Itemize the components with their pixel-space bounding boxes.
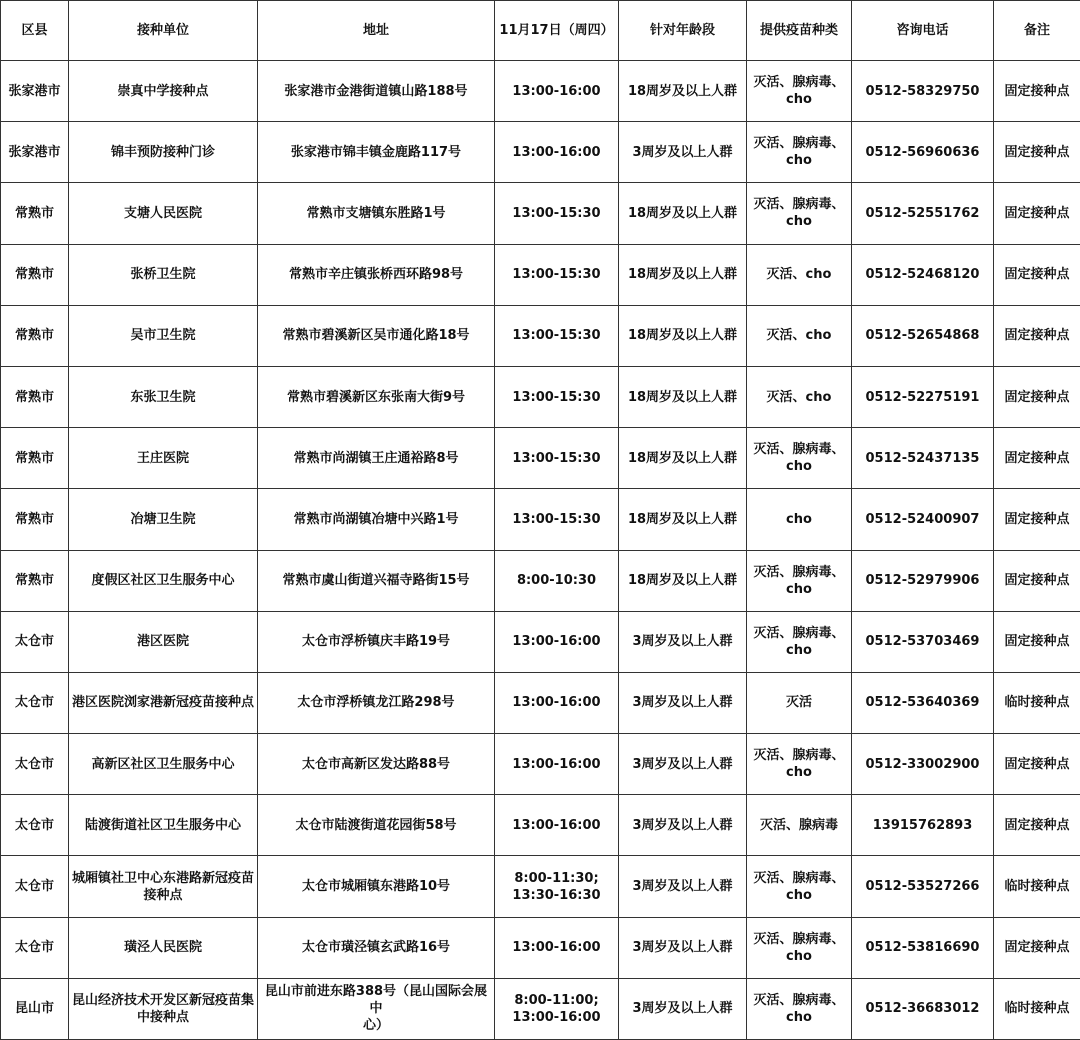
header-vaccine-types: 提供疫苗种类	[747, 1, 852, 61]
phone-cell: 0512-58329750	[852, 61, 994, 122]
header-date-hours: 11月17日（周四）	[495, 1, 619, 61]
address-cell: 太仓市高新区发达路88号	[258, 734, 495, 795]
table-row	[1, 244, 1080, 305]
table-row	[1, 366, 1080, 427]
site-cell: 张桥卫生院	[69, 244, 258, 305]
note-cell: 固定接种点	[994, 611, 1080, 672]
age-group-cell: 3周岁及以上人群	[619, 672, 747, 733]
note-cell: 固定接种点	[994, 917, 1080, 978]
address-cell: 常熟市支塘镇东胜路1号	[258, 183, 495, 244]
age-group-cell: 3周岁及以上人群	[619, 122, 747, 183]
note-cell: 临时接种点	[994, 856, 1080, 917]
site-cell: 冶塘卫生院	[69, 489, 258, 550]
hours-cell: 13:00-15:30	[495, 244, 619, 305]
note-cell: 固定接种点	[994, 244, 1080, 305]
hours-cell: 13:00-15:30	[495, 428, 619, 489]
phone-cell: 0512-52979906	[852, 550, 994, 611]
hours-cell: 13:00-15:30	[495, 305, 619, 366]
address-cell: 张家港市锦丰镇金鹿路117号	[258, 122, 495, 183]
phone-cell: 0512-52551762	[852, 183, 994, 244]
hours-cell: 13:00-16:00	[495, 672, 619, 733]
age-group-cell: 18周岁及以上人群	[619, 183, 747, 244]
table-body	[1, 61, 1080, 1040]
address-cell: 常熟市虞山街道兴福寺路街15号	[258, 550, 495, 611]
note-cell: 固定接种点	[994, 795, 1080, 856]
site-cell: 昆山经济技术开发区新冠疫苗集 中接种点	[69, 978, 258, 1039]
age-group-cell: 3周岁及以上人群	[619, 611, 747, 672]
age-group-cell: 3周岁及以上人群	[619, 978, 747, 1039]
address-cell: 张家港市金港街道镇山路188号	[258, 61, 495, 122]
hours-cell: 13:00-16:00	[495, 917, 619, 978]
district-cell: 太仓市	[1, 795, 69, 856]
header-row	[1, 1, 1080, 61]
vaccine-types-cell: 灭活、腺病毒、 cho	[747, 61, 852, 122]
site-cell: 吴市卫生院	[69, 305, 258, 366]
phone-cell: 0512-53816690	[852, 917, 994, 978]
district-cell: 常熟市	[1, 428, 69, 489]
table-row	[1, 795, 1080, 856]
table-row	[1, 672, 1080, 733]
note-cell: 固定接种点	[994, 61, 1080, 122]
phone-cell: 0512-33002900	[852, 734, 994, 795]
district-cell: 太仓市	[1, 917, 69, 978]
hours-cell: 13:00-16:00	[495, 734, 619, 795]
site-cell: 崇真中学接种点	[69, 61, 258, 122]
site-cell: 王庄医院	[69, 428, 258, 489]
header-note: 备注	[994, 1, 1080, 61]
hours-cell: 8:00-10:30	[495, 550, 619, 611]
hours-cell: 8:00-11:30; 13:30-16:30	[495, 856, 619, 917]
table-row	[1, 978, 1080, 1039]
district-cell: 太仓市	[1, 856, 69, 917]
phone-cell: 0512-53527266	[852, 856, 994, 917]
vaccine-types-cell: 灭活、cho	[747, 366, 852, 427]
hours-cell: 13:00-15:30	[495, 366, 619, 427]
address-cell: 常熟市尚湖镇冶塘中兴路1号	[258, 489, 495, 550]
district-cell: 常熟市	[1, 244, 69, 305]
hours-cell: 13:00-15:30	[495, 183, 619, 244]
phone-cell: 0512-52468120	[852, 244, 994, 305]
hours-cell: 13:00-16:00	[495, 611, 619, 672]
note-cell: 固定接种点	[994, 305, 1080, 366]
header-district: 区县	[1, 1, 69, 61]
phone-cell: 0512-52275191	[852, 366, 994, 427]
age-group-cell: 3周岁及以上人群	[619, 795, 747, 856]
address-cell: 常熟市碧溪新区吴市通化路18号	[258, 305, 495, 366]
age-group-cell: 18周岁及以上人群	[619, 428, 747, 489]
site-cell: 高新区社区卫生服务中心	[69, 734, 258, 795]
phone-cell: 0512-52654868	[852, 305, 994, 366]
vaccine-types-cell: 灭活、腺病毒、 cho	[747, 550, 852, 611]
site-cell: 港区医院浏家港新冠疫苗接种点	[69, 672, 258, 733]
table-row	[1, 856, 1080, 917]
address-cell: 太仓市璜泾镇玄武路16号	[258, 917, 495, 978]
age-group-cell: 3周岁及以上人群	[619, 734, 747, 795]
age-group-cell: 3周岁及以上人群	[619, 856, 747, 917]
vaccine-types-cell: 灭活、cho	[747, 305, 852, 366]
district-cell: 太仓市	[1, 672, 69, 733]
note-cell: 固定接种点	[994, 428, 1080, 489]
phone-cell: 0512-36683012	[852, 978, 994, 1039]
vaccine-types-cell: 灭活、腺病毒、 cho	[747, 978, 852, 1039]
vaccine-types-cell: 灭活、腺病毒、 cho	[747, 734, 852, 795]
site-cell: 支塘人民医院	[69, 183, 258, 244]
note-cell: 固定接种点	[994, 550, 1080, 611]
note-cell: 临时接种点	[994, 672, 1080, 733]
district-cell: 常熟市	[1, 183, 69, 244]
phone-cell: 13915762893	[852, 795, 994, 856]
vaccine-types-cell: 灭活、腺病毒、 cho	[747, 428, 852, 489]
phone-cell: 0512-52400907	[852, 489, 994, 550]
table-row	[1, 489, 1080, 550]
address-cell: 太仓市城厢镇东港路10号	[258, 856, 495, 917]
vaccine-types-cell: 灭活、腺病毒、 cho	[747, 611, 852, 672]
address-cell: 昆山市前进东路388号（昆山国际会展中 心）	[258, 978, 495, 1039]
header-phone: 咨询电话	[852, 1, 994, 61]
hours-cell: 8:00-11:00; 13:00-16:00	[495, 978, 619, 1039]
district-cell: 常熟市	[1, 305, 69, 366]
table-header	[1, 1, 1080, 61]
vaccine-types-cell: 灭活、cho	[747, 244, 852, 305]
site-cell: 港区医院	[69, 611, 258, 672]
vaccine-types-cell: 灭活、腺病毒、 cho	[747, 183, 852, 244]
note-cell: 固定接种点	[994, 183, 1080, 244]
age-group-cell: 18周岁及以上人群	[619, 305, 747, 366]
site-cell: 锦丰预防接种门诊	[69, 122, 258, 183]
hours-cell: 13:00-16:00	[495, 61, 619, 122]
district-cell: 太仓市	[1, 734, 69, 795]
address-cell: 常熟市尚湖镇王庄通裕路8号	[258, 428, 495, 489]
age-group-cell: 18周岁及以上人群	[619, 244, 747, 305]
note-cell: 固定接种点	[994, 734, 1080, 795]
address-cell: 常熟市辛庄镇张桥西环路98号	[258, 244, 495, 305]
vaccine-types-cell: 灭活、腺病毒	[747, 795, 852, 856]
district-cell: 常熟市	[1, 550, 69, 611]
table-row	[1, 734, 1080, 795]
district-cell: 昆山市	[1, 978, 69, 1039]
vaccine-types-cell: 灭活、腺病毒、 cho	[747, 856, 852, 917]
note-cell: 临时接种点	[994, 978, 1080, 1039]
site-cell: 城厢镇社卫中心东港路新冠疫苗 接种点	[69, 856, 258, 917]
district-cell: 太仓市	[1, 611, 69, 672]
table-row	[1, 550, 1080, 611]
district-cell: 常熟市	[1, 489, 69, 550]
hours-cell: 13:00-16:00	[495, 795, 619, 856]
district-cell: 张家港市	[1, 122, 69, 183]
phone-cell: 0512-56960636	[852, 122, 994, 183]
header-age-group: 针对年龄段	[619, 1, 747, 61]
vaccine-types-cell: 灭活	[747, 672, 852, 733]
table-row	[1, 183, 1080, 244]
address-cell: 太仓市浮桥镇庆丰路19号	[258, 611, 495, 672]
age-group-cell: 18周岁及以上人群	[619, 550, 747, 611]
note-cell: 固定接种点	[994, 489, 1080, 550]
phone-cell: 0512-53703469	[852, 611, 994, 672]
address-cell: 太仓市陆渡街道花园街58号	[258, 795, 495, 856]
age-group-cell: 18周岁及以上人群	[619, 366, 747, 427]
note-cell: 固定接种点	[994, 122, 1080, 183]
table-row	[1, 122, 1080, 183]
table-row	[1, 305, 1080, 366]
table-row	[1, 428, 1080, 489]
site-cell: 东张卫生院	[69, 366, 258, 427]
table-row	[1, 61, 1080, 122]
site-cell: 璜泾人民医院	[69, 917, 258, 978]
site-cell: 度假区社区卫生服务中心	[69, 550, 258, 611]
age-group-cell: 18周岁及以上人群	[619, 61, 747, 122]
phone-cell: 0512-52437135	[852, 428, 994, 489]
note-cell: 固定接种点	[994, 366, 1080, 427]
district-cell: 常熟市	[1, 366, 69, 427]
address-cell: 常熟市碧溪新区东张南大街9号	[258, 366, 495, 427]
age-group-cell: 3周岁及以上人群	[619, 917, 747, 978]
age-group-cell: 18周岁及以上人群	[619, 489, 747, 550]
table-row	[1, 611, 1080, 672]
vaccine-types-cell: 灭活、腺病毒、 cho	[747, 122, 852, 183]
header-address: 地址	[258, 1, 495, 61]
phone-cell: 0512-53640369	[852, 672, 994, 733]
table-row	[1, 917, 1080, 978]
vaccine-types-cell: 灭活、腺病毒、 cho	[747, 917, 852, 978]
vaccine-types-cell: cho	[747, 489, 852, 550]
hours-cell: 13:00-16:00	[495, 122, 619, 183]
site-cell: 陆渡街道社区卫生服务中心	[69, 795, 258, 856]
hours-cell: 13:00-15:30	[495, 489, 619, 550]
header-site: 接种单位	[69, 1, 258, 61]
address-cell: 太仓市浮桥镇龙江路298号	[258, 672, 495, 733]
district-cell: 张家港市	[1, 61, 69, 122]
